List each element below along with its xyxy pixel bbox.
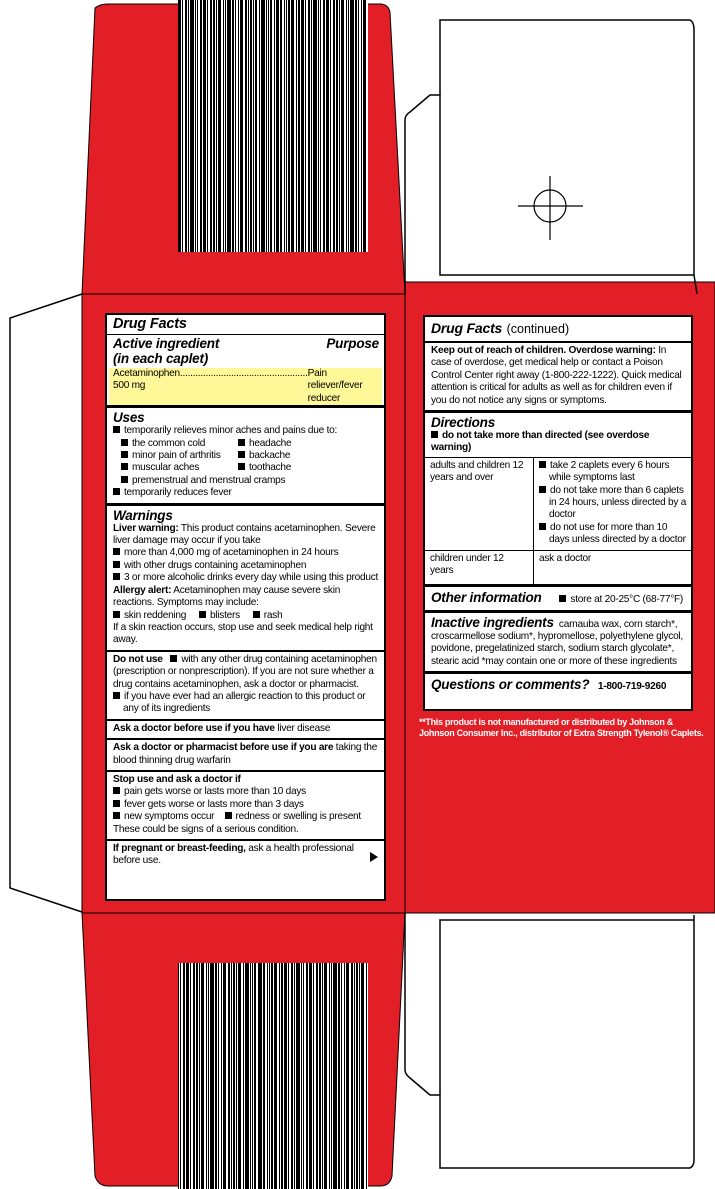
allergy-alert-text: Acetaminophen may cause severe skin reactions. Symptoms may include: <box>113 584 341 609</box>
other-information-section <box>425 587 691 613</box>
barcode-bar <box>216 0 217 252</box>
barcode-bar <box>269 963 270 1189</box>
barcode-bar <box>322 963 323 1189</box>
ask-doctor-section <box>107 721 384 740</box>
barcode-bar <box>361 963 364 1189</box>
top-flap-crease <box>440 95 694 275</box>
bullet-icon <box>238 451 245 458</box>
liver-item: 3 or more alcoholic drinks every day while using this product <box>124 572 379 584</box>
keep-out-text: In case of overdose, get medical help or contact a Poison Control Center right away (1-800-222-1222). Quick medical attention is critical for adults as well as for children even if you do not notice any signs or symptoms. <box>431 345 682 406</box>
bullet-icon <box>559 595 566 602</box>
barcode-bar <box>201 963 204 1189</box>
barcode-bar <box>186 963 189 1189</box>
manufacturer-footnote: **This product is not manufactured or distributed by Johnson & Johnson Consumer Inc., distributor of Extra Strength Tylenol® Caplets. <box>419 717 704 738</box>
barcode-bar <box>210 963 214 1189</box>
warnings-section <box>107 506 384 652</box>
barcode-bar <box>286 0 287 252</box>
barcode-bar <box>210 0 212 252</box>
questions-phone: 1-800-719-9260 <box>597 681 667 693</box>
barcode-bar <box>344 963 345 1189</box>
pregnancy-section <box>107 841 384 871</box>
use-item: premenstrual and menstrual cramps <box>132 474 286 486</box>
barcode-bar <box>227 0 231 252</box>
barcode-bar <box>348 0 349 252</box>
barcode-bar <box>338 963 340 1189</box>
continued-title: Drug Facts <box>431 320 503 336</box>
do-not-use-section <box>107 652 384 721</box>
keep-out-section <box>425 343 691 413</box>
do-not-use-label: Do not use <box>113 653 163 665</box>
barcode-bar <box>231 963 232 1189</box>
ingredient-line <box>109 368 382 405</box>
barcode-bar <box>261 0 265 252</box>
bullet-icon <box>113 800 120 807</box>
barcode-bar <box>182 0 183 252</box>
barcode-bar <box>358 0 359 252</box>
barcode-bar <box>228 963 230 1189</box>
barcode-bar <box>296 963 300 1189</box>
barcode-bar <box>311 0 312 252</box>
barcode-bar <box>267 963 268 1189</box>
barcode-bar <box>259 0 260 252</box>
liver-item: more than 4,000 mg of acetaminophen in 24 hours <box>124 547 339 559</box>
stop-item: fever gets worse or lasts more than 3 days <box>124 798 304 810</box>
barcode-bar <box>236 963 237 1189</box>
barcode-bar <box>185 0 187 252</box>
ingredient-dots: .................................................. <box>179 368 308 379</box>
barcode-bar <box>268 0 269 252</box>
bottom-tuck-flap-outline <box>405 913 694 1168</box>
barcode-bar <box>208 963 209 1189</box>
adults-label: adults and children 12 years and over <box>425 458 534 551</box>
bullet-icon <box>238 439 245 446</box>
barcode-bar <box>252 963 253 1189</box>
barcode-bar <box>341 0 344 252</box>
use-item: backache <box>249 450 291 462</box>
inactive-ingredients-text: carnauba wax, corn starch*, croscarmellose sodium*, hypromellose, polyethylene glycol, povidone, pregelatinized starch, sodium starch glycolate*, stearic acid *may contain one or more of these ingredients <box>431 618 683 667</box>
directions-lead: do not take more than directed (see overdose warning) <box>431 430 650 454</box>
allergy-after: If a skin reaction occurs, stop use and seek medical help right away. <box>113 621 373 646</box>
bullet-icon <box>238 463 245 470</box>
inactive-ingredients-section <box>425 613 691 675</box>
barcode-bar <box>330 0 331 252</box>
stop-item: redness or swelling is present <box>235 811 361 823</box>
adults-instructions <box>534 458 691 551</box>
barcode-bar <box>296 0 297 252</box>
bullet-icon <box>121 451 128 458</box>
liver-warning-label: Liver warning: <box>113 522 179 534</box>
allergy-alert-label: Allergy alert: <box>113 584 172 596</box>
uses-intro: temporarily relieves minor aches and pains due to: <box>124 425 338 437</box>
barcode-bar <box>331 963 332 1189</box>
barcode-bar <box>266 0 267 252</box>
warnings-heading: Warnings <box>113 507 173 523</box>
barcode-bar <box>240 0 243 252</box>
questions-heading: Questions or comments? <box>431 677 590 693</box>
barcode-bar <box>346 963 349 1189</box>
barcode-bar <box>324 963 327 1189</box>
ask-pharmacist-label: Ask a doctor or pharmacist before use if you are <box>113 742 334 754</box>
bullet-icon <box>113 611 120 618</box>
continued-label: (continued) <box>506 322 570 336</box>
use-item: the common cold <box>132 437 206 449</box>
barcode-bar <box>259 963 262 1189</box>
inactive-ingredients-heading: Inactive ingredients <box>431 614 554 630</box>
use-item: toothache <box>249 462 292 474</box>
barcode-bar <box>305 0 306 252</box>
bullet-icon <box>113 426 120 433</box>
use-item: temporarily reduces fever <box>124 487 232 499</box>
barcode-bar <box>284 0 285 252</box>
barcode-bar <box>223 963 226 1189</box>
barcode-top <box>178 0 368 252</box>
barcode-bar <box>238 0 239 252</box>
adult-item: do not use for more than 10 days unless directed by a doctor <box>549 521 686 546</box>
barcode-bar <box>356 963 358 1189</box>
barcode-bar <box>326 0 329 252</box>
directions-lead-line <box>425 430 691 458</box>
top-tuck-flap-outline <box>405 20 697 294</box>
barcode-bar <box>276 0 279 252</box>
barcode-bar <box>308 0 310 252</box>
questions-section <box>425 674 691 697</box>
barcode-bar <box>318 0 319 252</box>
barcode-bar <box>218 963 219 1189</box>
barcode-bar <box>341 963 342 1189</box>
barcode-bar <box>180 963 181 1189</box>
barcode-bar <box>190 0 194 252</box>
barcode-bar <box>248 0 249 252</box>
bullet-icon <box>113 561 120 568</box>
barcode-bar <box>178 0 181 252</box>
barcode-bar <box>361 0 362 252</box>
barcode-bar <box>339 0 340 252</box>
barcode-bar <box>306 963 308 1189</box>
barcode-bar <box>232 0 234 252</box>
use-item: muscular aches <box>132 462 200 474</box>
liver-warning-text: This product contains acetaminophen. Severe liver damage may occur if you take <box>113 522 376 547</box>
barcode-bar <box>188 0 189 252</box>
barcode-bar <box>288 963 289 1189</box>
barcode-bar <box>235 0 236 252</box>
barcode-bar <box>316 963 318 1189</box>
bullet-icon <box>253 611 260 618</box>
drug-facts-panel <box>105 313 386 901</box>
barcode-bar <box>199 963 200 1189</box>
barcode-bar <box>333 963 337 1189</box>
barcode-bar <box>200 0 202 252</box>
barcode-bar <box>366 963 367 1189</box>
directions-table <box>425 458 691 584</box>
barcode-bar <box>354 963 355 1189</box>
barcode-bar <box>195 0 196 252</box>
allergy-item: skin reddening <box>124 609 187 621</box>
ingredient-purpose: Pain reliever/fever reducer <box>307 368 363 404</box>
active-ingredient-sub: (in each caplet) <box>113 351 209 366</box>
pregnancy-text: ask a health professional before use. <box>113 843 354 867</box>
ingredient-name: Acetaminophen 500 mg <box>113 368 180 392</box>
purpose-heading: Purpose <box>326 336 379 351</box>
barcode-bar <box>329 963 330 1189</box>
continued-arrow-icon <box>370 852 378 862</box>
barcode-bar <box>294 963 295 1189</box>
barcode-bar <box>336 0 338 252</box>
barcode-bar <box>245 963 249 1189</box>
bullet-icon <box>113 548 120 555</box>
barcode-bar <box>309 963 312 1189</box>
barcode-bar <box>271 963 273 1189</box>
directions-heading: Directions <box>431 415 496 431</box>
barcode-bar <box>291 0 294 252</box>
barcode-bar <box>193 963 195 1189</box>
barcode-bar <box>263 963 265 1189</box>
bullet-icon <box>539 461 546 468</box>
bullet-icon <box>539 486 546 493</box>
barcode-bar <box>225 0 226 252</box>
bullet-icon <box>431 431 438 438</box>
barcode-bar <box>274 963 277 1189</box>
barcode-bar <box>238 963 241 1189</box>
barcode-bar <box>350 0 354 252</box>
barcode-bar <box>270 0 272 252</box>
barcode-bar <box>323 0 325 252</box>
bullet-icon <box>170 655 177 662</box>
barcode-bar <box>355 0 357 252</box>
bullet-icon <box>121 476 128 483</box>
bullet-icon <box>113 787 120 794</box>
barcode-bar <box>351 963 353 1189</box>
barcode-bar <box>178 963 179 1189</box>
barcode-bar <box>280 0 282 252</box>
barcode-bar <box>363 0 366 252</box>
other-information-text: store at 20-25°C (68-77°F) <box>570 593 684 605</box>
barcode-bar <box>243 963 244 1189</box>
left-glue-flap-outline <box>10 294 82 912</box>
barcode-bar <box>183 963 185 1189</box>
use-item: headache <box>249 437 292 449</box>
bullet-icon <box>539 523 546 530</box>
ask-pharmacist-text: taking the blood thinning drug warfarin <box>113 742 378 766</box>
barcode-bar <box>359 963 360 1189</box>
keep-out-label: Keep out of reach of children. Overdose warning: <box>431 345 656 356</box>
barcode-bar <box>258 963 259 1189</box>
children-label: children under 12 years <box>425 551 534 584</box>
barcode-bar <box>206 963 207 1189</box>
bullet-icon <box>113 812 120 819</box>
stop-item: pain gets worse or lasts more than 10 days <box>124 786 306 798</box>
bullet-icon <box>121 463 128 470</box>
allergy-item: blisters <box>209 609 240 621</box>
barcode-bar <box>190 963 191 1189</box>
continued-title-section <box>425 317 691 343</box>
barcode-bar <box>319 963 321 1189</box>
barcode-bar <box>313 963 314 1189</box>
do-not-use-text-2: if you have ever had an allergic reaction to this product or any of its ingredients <box>123 690 366 715</box>
barcode-bar <box>250 0 252 252</box>
barcode-bar <box>253 0 254 252</box>
barcode-bar <box>221 963 222 1189</box>
barcode-bar <box>207 0 208 252</box>
barcode-bar <box>274 0 275 252</box>
barcode-bar <box>203 0 206 252</box>
barcode-bar <box>255 0 258 252</box>
barcode-bar <box>250 963 251 1189</box>
ask-doctor-label: Ask a doctor before use if you have <box>113 722 275 734</box>
barcode-bar <box>301 963 302 1189</box>
stop-item: new symptoms occur <box>124 811 215 823</box>
bullet-icon <box>199 611 206 618</box>
barcode-bar <box>303 963 304 1189</box>
barcode-bar <box>279 963 280 1189</box>
stop-after: These could be signs of a serious condition. <box>113 823 299 835</box>
active-ingredient-section <box>107 315 384 408</box>
ask-doctor-text: liver disease <box>277 722 331 734</box>
barcode-bar <box>284 963 287 1189</box>
barcode-bar <box>313 0 317 252</box>
bullet-icon <box>113 573 120 580</box>
bullet-icon <box>113 692 120 699</box>
drug-facts-title: Drug Facts <box>107 317 384 335</box>
pregnancy-label: If pregnant or breast-feeding, <box>113 843 246 854</box>
adult-item: do not take more than 6 caplets in 24 hours, unless directed by a doctor <box>549 484 687 521</box>
barcode-bar <box>197 0 198 252</box>
barcode-bar <box>291 963 293 1189</box>
uses-heading: Uses <box>113 410 145 426</box>
bullet-icon <box>225 812 232 819</box>
barcode-bar <box>254 963 256 1189</box>
children-text: ask a doctor <box>539 552 591 564</box>
barcode-bar <box>213 0 215 252</box>
bullet-icon <box>121 439 128 446</box>
directions-section <box>425 413 691 586</box>
do-not-use-text: with any other drug containing acetaminophen (prescription or nonprescription). If you are not sure whether a drug contains acetaminophen, ask a doctor or pharmacist. <box>113 653 377 690</box>
use-item: minor pain of arthritis <box>132 450 221 462</box>
barcode-bar <box>320 0 321 252</box>
barcode-bar <box>281 963 283 1189</box>
barcode-bar <box>215 963 217 1189</box>
barcode-bar <box>196 963 198 1189</box>
barcode-bar <box>333 0 335 252</box>
adult-item: take 2 caplets every 6 hours while symptoms last <box>549 459 670 484</box>
other-information-heading: Other information <box>431 589 542 605</box>
bullet-icon <box>113 488 120 495</box>
barcode-bottom <box>178 963 368 1189</box>
registration-mark <box>518 176 583 240</box>
liver-item: with other drugs containing acetaminophen <box>124 559 307 571</box>
uses-section <box>107 408 384 505</box>
barcode-bar <box>245 0 247 252</box>
allergy-item: rash <box>263 609 283 621</box>
barcode-bar <box>301 0 304 252</box>
drug-facts-continued-panel <box>423 315 693 711</box>
stop-use-section <box>107 772 384 841</box>
barcode-bar <box>346 0 347 252</box>
barcode-bar <box>288 0 290 252</box>
barcode-bar <box>233 963 235 1189</box>
barcode-bar <box>298 0 300 252</box>
barcode-bar <box>218 0 221 252</box>
stop-use-label: Stop use and ask a doctor if <box>113 773 241 785</box>
active-ingredient-heading: Active ingredient <box>113 336 220 351</box>
ask-pharmacist-section <box>107 740 384 772</box>
barcode-bar <box>223 0 224 252</box>
bottom-flap-crease <box>440 920 694 1095</box>
